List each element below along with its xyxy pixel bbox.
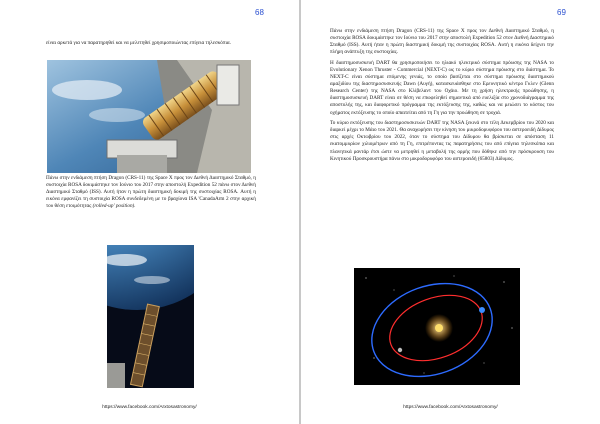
rosa-deployed-earth-photo (107, 245, 194, 388)
body-text (330, 28, 554, 166)
page-footer[interactable]: https://www.facebook.com/Arxtosastronomy/ (403, 405, 498, 410)
page-number: 68 (255, 8, 264, 17)
intro-text: είναι αρκετά για να παρατηρηθεί και να μελετηθεί χρησιμοποιώντας επίγεια τηλεσκόπια. (46, 40, 231, 46)
paragraph: Πάνω στην ενδιάμεση πτήση Dragon (CRS-11) της Space X προς τον Διεθνή Διαστημικό Σταθμό, η συστοιχία ROSA δοκιμάστηκε τον Ιούνιο του 2017 στην αποστολή Expedition 52 στον Διεθνή Διαστημικό Σταθμό (ISS). Αυτή ήταν η πρώτη διαστημική δοκιμή της συστοιχίας ROSA. Αυτή η εικόνα δείχνει την πλήρη ανάπτυξη της συστοιχίας. (330, 28, 554, 56)
left-page (0, 0, 299, 424)
rosa-rolled-photo (47, 60, 251, 173)
page-number: 69 (557, 8, 566, 17)
paragraph: Το κύριο εκτόξευσης του διαστημοσυσκευών DART της NASA ξεκινά στο τέλη Δεκεμβρίου του 2020 και διαρκεί μέχρι το Μάιο του 2021. Θα αναχωρήσει την κίνηση του μικροδορυφόρου του αστεροειδή Δίδυμος στις αρχές Οκτωβρίου του 2022, όταν το σύστημα του Δίδυμου θα βρίσκεται σε απόσταση 11 εκατομμυρίων χιλιομέτρων από τη Γη, επιτρέποντας τις παρατηρήσεις του από επίγεια τηλεσκόπια και πλανητικά ραντάρ έτσι ώστε να μετρηθεί η μεταβολή της ορμής που δόθηκε από την πρόσκρουση του Κινητικού Προσκρουστήρα πάνω στο μικροδορυφόρο του αστεροειδή (65803) Δίδυμος. (330, 120, 554, 162)
right-page (301, 0, 600, 424)
figure-caption: Πάνω στην ενδιάμεση πτήση Dragon (CRS-11) της Space X προς τον Διεθνή Διαστημικό Σταθμό, η συστοιχία ROSA δοκιμάστηκε τον Ιούνιο του 2017 στην αποστολή Expedition 52 πάνω στον Διεθνή Διαστημικό Σταθμό (ISS). Αυτή ήταν η πρώτη διαστημική δοκιμή της συστοιχίας ROSA. Αυτή η εικόνα εμφανίζει τη συστοιχία ROSA συνδεδεμένη με το βραχίονα ISA 'CanadaArm 2 στην αρχική του θέση ετοιμότητας (rolled-up' position). (46, 175, 256, 210)
paragraph: Η διαστημοσυσκευή DART θα χρησιμοποιήσει το ηλιακό ηλεκτρικό σύστημα πρόωσης της NASA το Evolutionary Xenon Thruster - Commercial (NEXT-C) ως το κύριο σύστημα πρόωσης στο διάστημα. Το NEXT-C είναι σύστημα επόμενης γενιάς, το οποίο βασίζεται στο σύστημα πρόωσης διαστημικού αμαξιδίου της διαστημοσυσκευής Dawn (Αυγή), κατασκευάσθηκε στο Ερευνητικό κέντρο Γκλεν (Glenn Research Center) της NASA στο Κλίβελαντ του Οχάιο. Με τη χρήση ηλεκτρικής προώθησης, η διαστημοσυσκευή DART είναι σε θέση να επωφεληθεί σημαντικά από ευελιξία στο χρονοδιάγραμμα της αποστολής της, και διαφορετικό πρόγραμμα της εκτόξευσης της, καθώς και να μειώσει το κόστος του οχήματος εκτόξευσης το οποίο απαιτείται από τη Γη για την προώθηση σε τροχιά. (330, 59, 554, 116)
page-footer[interactable]: https://www.facebook.com/Arxtosastronomy/ (102, 405, 197, 410)
orbit-diagram-image (354, 268, 520, 385)
